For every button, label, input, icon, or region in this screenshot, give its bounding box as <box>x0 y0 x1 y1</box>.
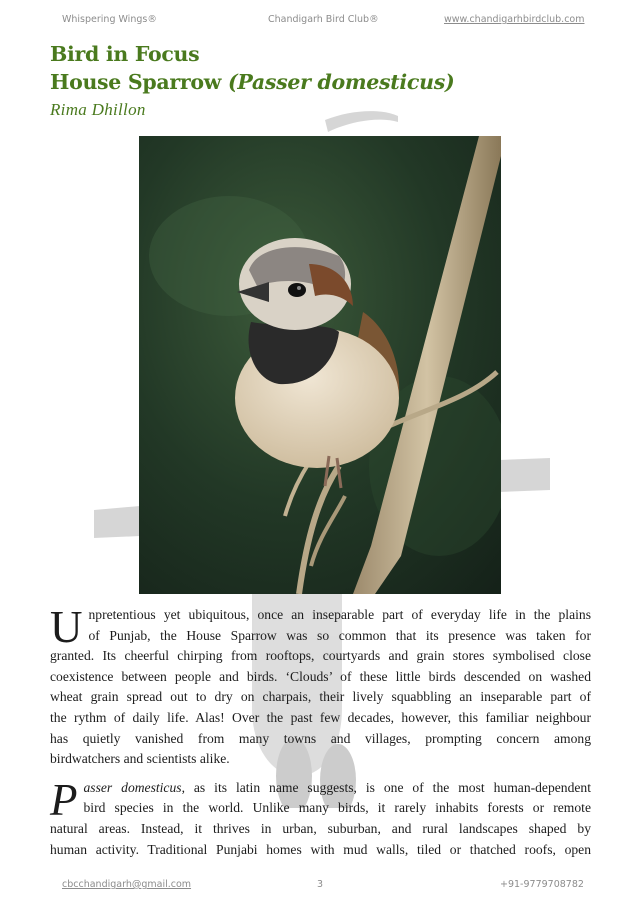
text-line: human activity. Traditional Punjabi homes with mud walls, tiled or thatched roofs, open <box>50 841 591 857</box>
page-footer <box>0 879 640 895</box>
text-line: coexistence between people and birds. ‘Clouds’ of these little birds descended on washed <box>50 668 591 684</box>
text-line <box>50 778 591 799</box>
dropcap-u: U <box>50 602 83 652</box>
paragraph-habitat <box>50 774 592 860</box>
article-body <box>50 602 592 868</box>
author-byline: Rima Dhillon <box>50 100 146 119</box>
text-line: bird species in the world. Unlike many birds, it rarely inhabits forests or remote <box>83 800 591 816</box>
scientific-name-inline: asser domesticus <box>83 779 182 795</box>
title-species <box>50 68 454 96</box>
header-publication: Whispering Wings® <box>62 14 157 25</box>
footer-phone: +91-9779708782 <box>500 879 584 890</box>
dropcap-p: P <box>50 774 78 825</box>
title-scientific-name: (Passer domesticus) <box>227 70 455 94</box>
text-line: has quietly vanished from many towns and villages, prompting concern among <box>50 730 591 746</box>
article-title <box>50 40 454 96</box>
text-line: natural areas. Instead, it thrives in urban, suburban, and rural landscapes shaped by <box>50 820 591 836</box>
page-header <box>0 14 640 30</box>
title-section-label: Bird in Focus <box>50 42 200 66</box>
page-number: 3 <box>317 879 324 890</box>
text-line: wheat grain spread out to dry on charpais, their lively squabbling an inseparable part of <box>50 689 591 705</box>
text-line: birdwatchers and scientists alike. <box>50 751 230 767</box>
header-website-link[interactable]: www.chandigarhbirdclub.com <box>444 14 585 25</box>
text-line: of Punjab, the House Sparrow was so common that its presence was taken for <box>88 627 591 643</box>
header-club: Chandigarh Bird Club® <box>268 14 379 25</box>
text-fragment: , as its latin name suggests, is one of the most human-dependent <box>181 779 592 795</box>
paragraph-intro <box>50 602 591 770</box>
text-line: granted. Its cheerful chirping from rooftops, courtyards and grain stores symbolised close <box>50 648 591 664</box>
text-line: the rythm of daily life. Alas! Over the past few decades, however, this familiar neighbour <box>50 709 591 725</box>
footer-email-link[interactable]: cbcchandigarh@gmail.com <box>62 879 192 890</box>
title-common-name: House Sparrow <box>50 70 222 94</box>
text-line: npretentious yet ubiquitous, once an inseparable part of everyday life in the plains <box>88 607 591 622</box>
house-sparrow-photo <box>139 136 501 594</box>
